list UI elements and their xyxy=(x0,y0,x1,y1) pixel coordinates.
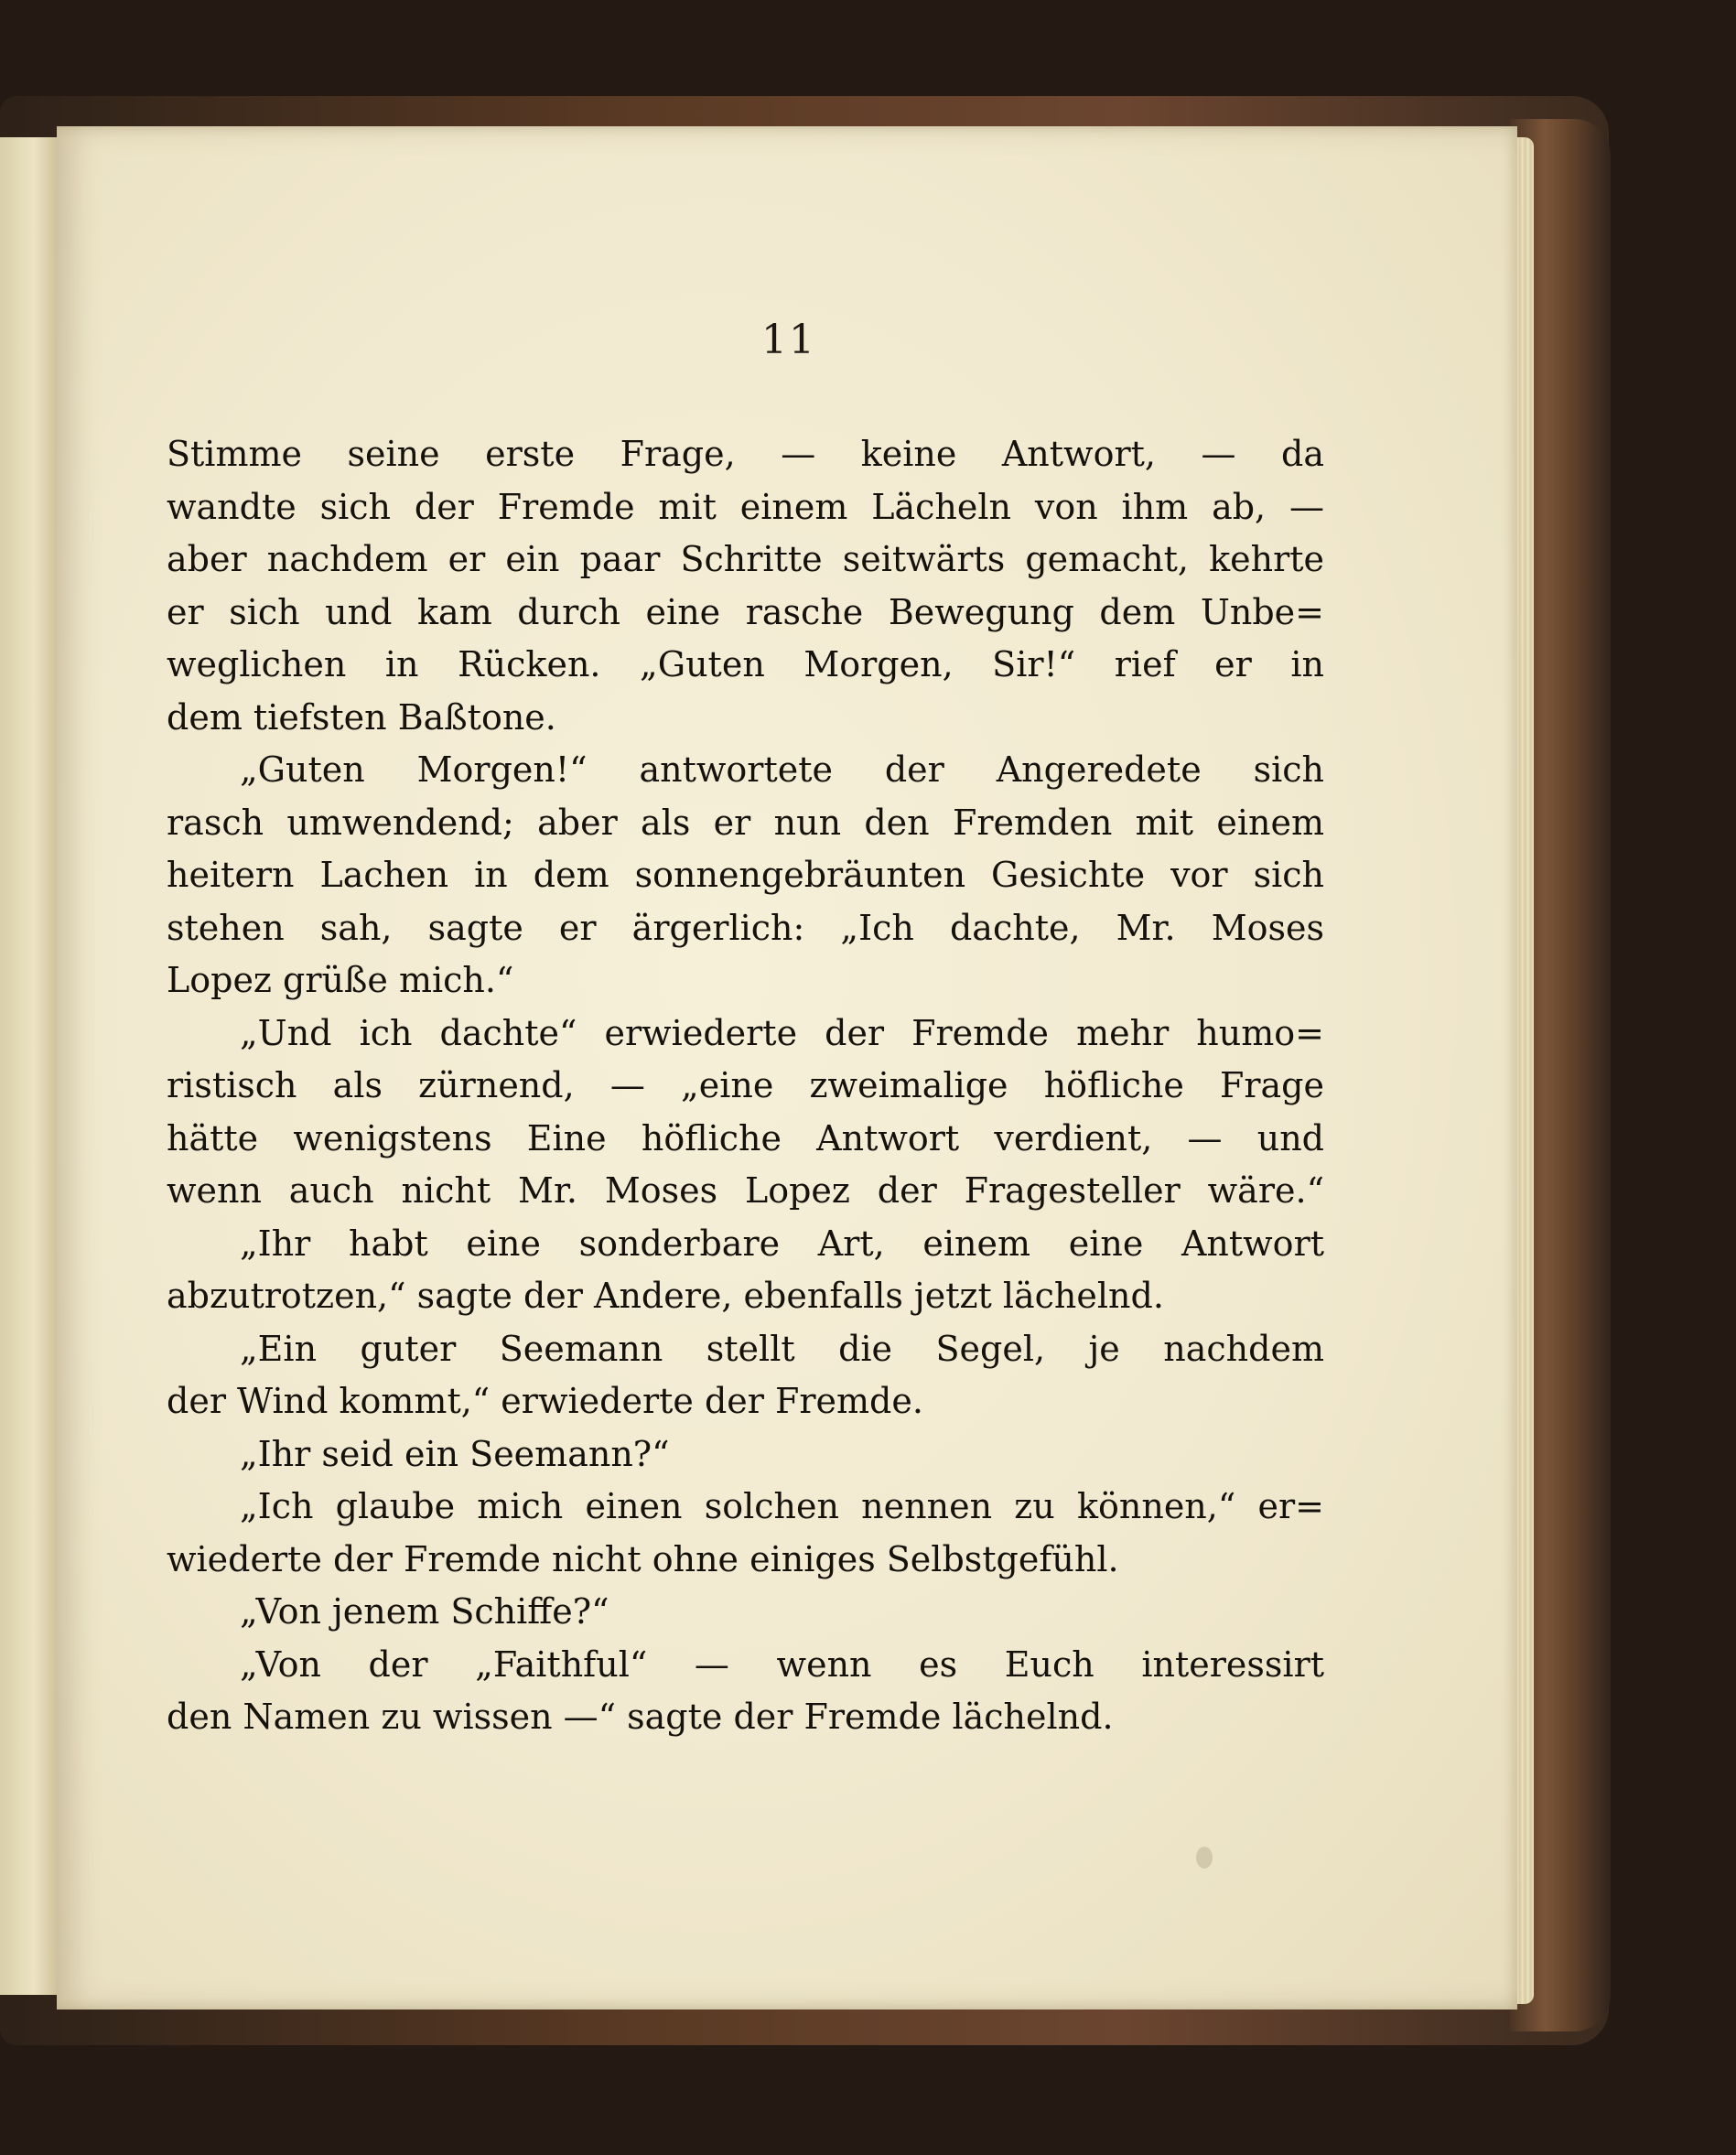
text-line: dem tiefsten Baßtone. xyxy=(167,696,556,738)
facing-page-edge xyxy=(0,137,57,1995)
text-line: hätte wenigstens Eine höfliche Antwort verdient, — und xyxy=(167,1117,1324,1158)
text-line: abzutrotzen,“ sagte der Andere, ebenfalls jetzt lächelnd. xyxy=(167,1276,1164,1316)
text-line: der Wind kommt,“ erwiederte der Fremde. xyxy=(167,1381,923,1421)
text-line: wenn auch nicht Mr. Moses Lopez der Fragesteller wäre.“ xyxy=(167,1170,1324,1211)
text-line: Stimme seine erste Frage, — keine Antwort, — da xyxy=(167,434,1324,474)
text-line: „Ein guter Seemann stellt die Segel, je nachdem xyxy=(240,1328,1324,1369)
book-page xyxy=(57,126,1517,2010)
text-line: heitern Lachen in dem sonnengebräunten Gesichte vor sich xyxy=(167,855,1324,895)
text-line: „Von der „Faithful“ — wenn es Euch interessirt xyxy=(240,1643,1324,1685)
text-line: wiederte der Fremde nicht ohne einiges Selbstgefühl. xyxy=(167,1538,1119,1579)
page-number: 11 xyxy=(761,317,816,363)
text-line: stehen sah, sagte er ärgerlich: „Ich dachte, Mr. Moses xyxy=(167,907,1324,948)
page-text xyxy=(167,428,1324,1744)
text-line: „Ihr seid ein Seemann?“ xyxy=(240,1433,670,1474)
text-line: „Und ich dachte“ erwiederte der Fremde mehr humo= xyxy=(240,1012,1324,1053)
text-line: „Ich glaube mich einen solchen nennen zu können,“ er= xyxy=(240,1486,1324,1526)
text-line: rasch umwendend; aber als er nun den Fremden mit einem xyxy=(167,802,1324,843)
text-line: aber nachdem er ein paar Schritte seitwärts gemacht, kehrte xyxy=(167,539,1324,579)
text-line: „Ihr habt eine sonderbare Art, einem eine Antwort xyxy=(240,1223,1324,1264)
text-line: weglichen in Rücken. „Guten Morgen, Sir!“ rief er in xyxy=(167,644,1324,684)
text-line: er sich und kam durch eine rasche Bewegung dem Unbe= xyxy=(167,591,1324,632)
text-line: „Guten Morgen!“ antwortete der Angeredete sich xyxy=(240,749,1324,790)
text-line: ristisch als zürnend, — „eine zweimalige höfliche Frage xyxy=(167,1065,1324,1105)
text-line: wandte sich der Fremde mit einem Lächeln von ihm ab, — xyxy=(167,486,1324,527)
text-line: „Von jenem Schiffe?“ xyxy=(240,1591,609,1632)
text-line: Lopez grüße mich.“ xyxy=(167,960,514,1000)
text-line: den Namen zu wissen —“ sagte der Fremde lächelnd. xyxy=(167,1697,1114,1737)
paper-spot xyxy=(1196,1847,1213,1869)
